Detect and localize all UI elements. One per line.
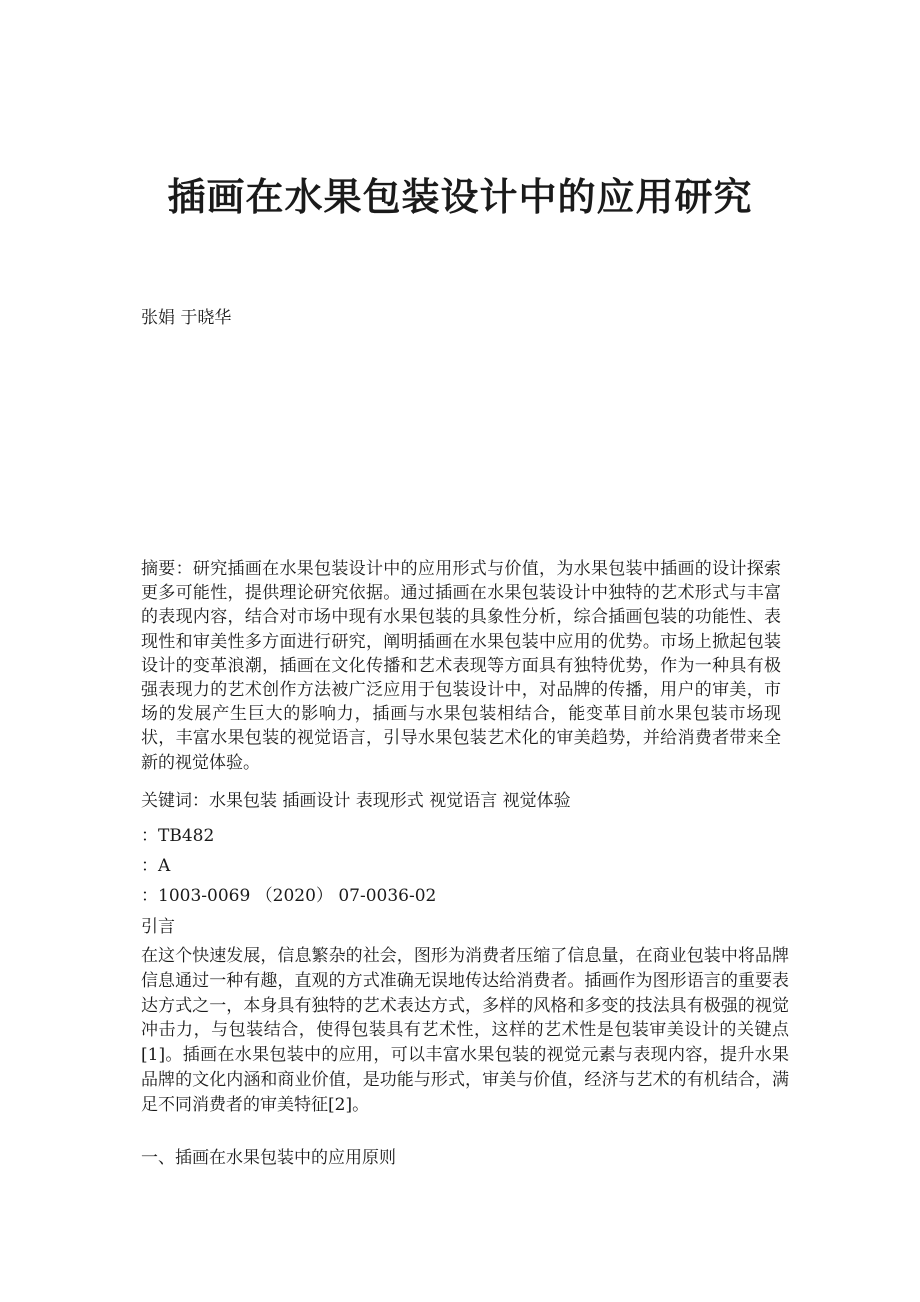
section-heading: 一、插画在水果包装中的应用原则: [141, 1148, 396, 1168]
paper-title: 插画在水果包装设计中的应用研究: [167, 174, 753, 219]
intro-paragraph: 在这个快速发展，信息繁杂的社会，图形为消费者压缩了信息量，在商业包装中将品牌信息通过一种有趣，直观的方式准确无误地传达给消费者。插画作为图形语言的重要表达方式之一，本身具有独特的艺术表达方式，多样的风格和多变的技法具有极强的视觉冲击力，与包装结合，使得包装具有艺术性，这样的艺术性是包装审美设计的关键点[1]。插画在水果包装中的应用，可以丰富水果包装的视觉元素与表现内容，提升水果品牌的文化内涵和商业价值，是功能与形式，审美与价值，经济与艺术的有机结合，满足不同消费者的审美特征[2]。: [141, 946, 789, 1115]
keywords: 关键词：水果包装 插画设计 表现形式 视觉语言 视觉体验: [141, 791, 571, 811]
intro-heading: 引言: [141, 917, 175, 937]
abstract: 摘要：研究插画在水果包装设计中的应用形式与价值，为水果包装中插画的设计探索更多可能性，提供理论研究依据。通过插画在水果包装设计中独特的艺术形式与丰富的表现内容，结合对市场中现有水果包装的具象性分析，综合插画包装的功能性、表现性和审美性多方面进行研究，阐明插画在水果包装中应用的优势。市场上掀起包装设计的变革浪潮，插画在文化传播和艺术表现等方面具有独特优势，作为一种具有极强表现力的艺术创作方法被广泛应用于包装设计中，对品牌的传播，用户的审美，市场的发展产生巨大的影响力，插画与水果包装相结合，能变革目前水果包装市场现状，丰富水果包装的视觉语言，引导水果包装艺术化的审美趋势，并给消费者带来全新的视觉体验。: [141, 559, 781, 773]
article-number: ：1003-0069 （2020） 07-0036-02: [141, 886, 437, 906]
classification-number: ：TB482: [141, 826, 215, 846]
document-code: ：A: [141, 856, 171, 876]
authors: 张娟 于晓华: [141, 308, 232, 328]
